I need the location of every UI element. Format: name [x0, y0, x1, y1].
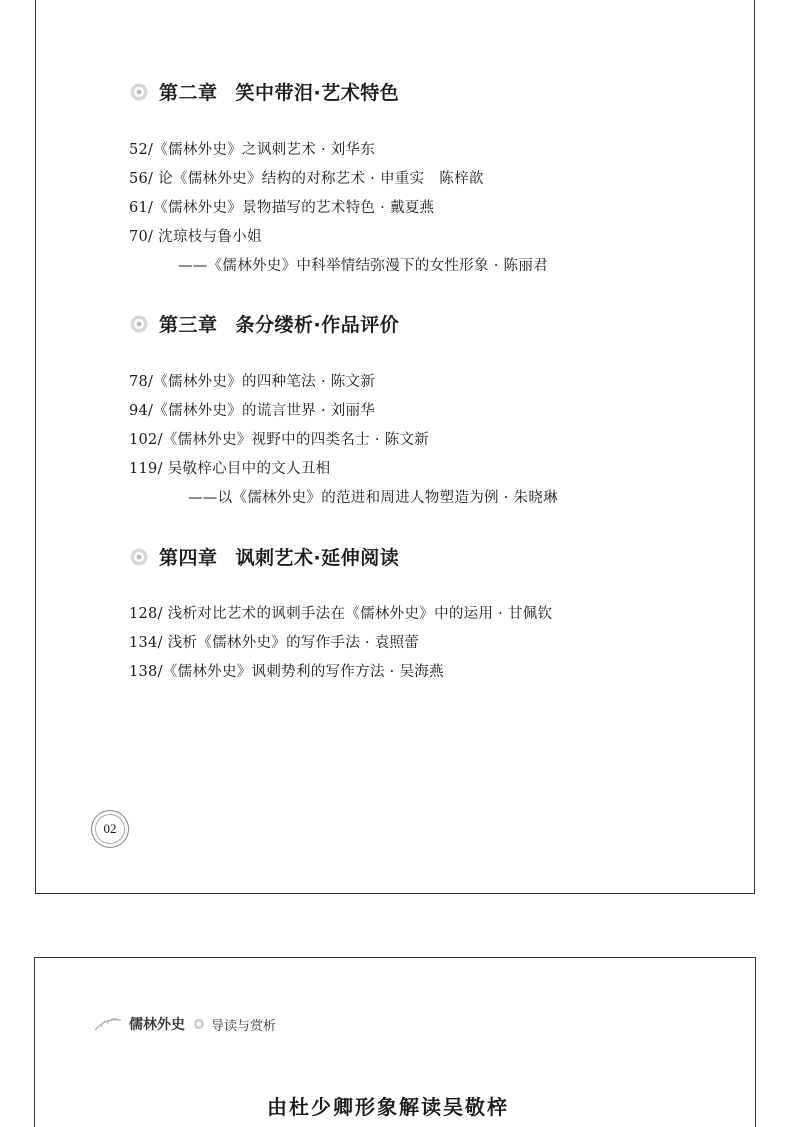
toc-entry[interactable]: 119/ 吴敬梓心目中的文人丑相	[129, 461, 331, 477]
toc-entry[interactable]: 70/ 沈琼枝与鲁小姐	[129, 229, 262, 245]
flower-ornament-icon	[129, 82, 149, 102]
chapter-number: 第三章	[159, 314, 218, 336]
chapter-number: 第四章	[159, 547, 218, 569]
toc-entry[interactable]: 78/《儒林外史》的四种笔法 · 陈文新	[129, 374, 376, 390]
chapter-title: 条分缕析·作品评价	[235, 314, 400, 336]
page-number: 02	[91, 810, 129, 848]
toc-entry[interactable]: 52/《儒林外史》之讽刺艺术 · 刘华东	[129, 142, 376, 158]
toc-entry[interactable]: 61/《儒林外史》景物描写的艺术特色 · 戴夏燕	[129, 200, 435, 216]
chapter-title: 笑中带泪·艺术特色	[235, 82, 400, 104]
ornament-dot-icon	[193, 1018, 205, 1030]
toc-entry[interactable]: 56/ 论《儒林外史》结构的对称艺术 · 申重实 陈梓歆	[129, 171, 484, 187]
running-head	[93, 1014, 276, 1034]
next-page	[34, 957, 756, 1127]
book-title: 儒林外史	[129, 1017, 185, 1033]
chapter-number: 第二章	[159, 82, 218, 104]
toc-entry[interactable]: 138/《儒林外史》讽刺势利的写作方法 · 吴海燕	[129, 664, 444, 680]
toc-entry-subtitle[interactable]: ——以《儒林外史》的范进和周进人物塑造为例 · 朱晓琳	[188, 490, 558, 506]
toc-entry[interactable]: 128/ 浅析对比艺术的讽刺手法在《儒林外史》中的运用 · 甘佩钦	[129, 606, 553, 622]
chapter-heading	[129, 78, 399, 105]
chapter-heading	[129, 543, 399, 570]
flower-ornament-icon	[129, 547, 149, 567]
toc-entry[interactable]: 102/《儒林外史》视野中的四类名士 · 陈文新	[129, 432, 430, 448]
toc-entry[interactable]: 134/ 浅析《儒林外史》的写作手法 · 袁照蕾	[129, 635, 420, 651]
toc-entry[interactable]: 94/《儒林外史》的谎言世界 · 刘丽华	[129, 403, 376, 419]
chapter-heading	[129, 310, 399, 337]
book-subtitle: 导读与赏析	[211, 1018, 277, 1034]
toc-entry-subtitle[interactable]: ——《儒林外史》中科举情结弥漫下的女性形象 · 陈丽君	[178, 258, 548, 274]
toc-page	[35, 0, 755, 894]
bamboo-leaf-icon	[93, 1014, 123, 1034]
flower-ornament-icon	[129, 314, 149, 334]
article-title: 由杜少卿形象解读吴敬梓	[267, 1095, 509, 1119]
chapter-title: 讽刺艺术·延伸阅读	[235, 547, 400, 569]
